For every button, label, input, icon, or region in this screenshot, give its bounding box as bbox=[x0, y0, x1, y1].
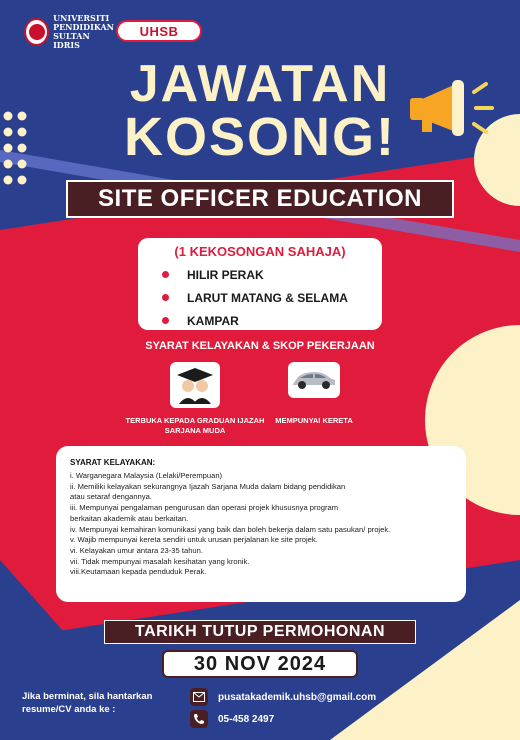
car-icon bbox=[288, 362, 340, 398]
requirement-line: berkaitan akademik atau berkaitan. bbox=[70, 513, 189, 523]
phone-number[interactable]: 05-458 2497 bbox=[218, 713, 275, 725]
requirements-card bbox=[56, 446, 466, 602]
requirement-line: iii. Mempunyai pengalaman pengurusan dan operasi projek khususnya program bbox=[70, 503, 339, 513]
bullet-icon bbox=[162, 294, 169, 301]
uhsb-logo bbox=[116, 16, 202, 46]
email-icon bbox=[190, 688, 208, 706]
phone-icon bbox=[190, 710, 208, 728]
bullet-icon bbox=[162, 271, 169, 278]
list-item bbox=[152, 263, 368, 286]
requirement-line: iv. Mempunyai kemahiran komunikasi yang baik dan boleh bekerja dalam satu pasukan/ projek. bbox=[70, 524, 391, 534]
university-name: UNIVERSITI PENDIDIKAN SULTAN IDRIS bbox=[53, 13, 114, 50]
contact-note: Jika berminat, sila hantarkan resume/CV anda ke : bbox=[22, 691, 153, 715]
closing-label: TARIKH TUTUP PERMOHONAN bbox=[104, 620, 416, 644]
email-contact[interactable] bbox=[190, 688, 376, 706]
university-logo bbox=[24, 12, 114, 52]
email-address[interactable]: pusatakademik.uhsb@gmail.com bbox=[218, 691, 377, 703]
location-label: KAMPAR bbox=[187, 313, 239, 328]
headline-line2: KOSONG! bbox=[123, 107, 396, 167]
requirement-line: i. Warganegara Malaysia (Lelaki/Perempuan) bbox=[70, 471, 223, 480]
requirement-line: vi. Kelayakan umur antara 23-35 tahun. bbox=[70, 545, 203, 555]
headline-line1: JAWATAN bbox=[129, 55, 391, 113]
university-seal-icon bbox=[24, 18, 49, 46]
graduate-caption: TERBUKA KEPADA GRADUAN IJAZAH SARJANA MUDA bbox=[125, 416, 265, 435]
requirement-line: v. Wajib mempunyai kereta sendiri untuk urusan perjalanan ke site projek. bbox=[70, 535, 318, 545]
uhsb-logo-text: UHSB bbox=[139, 23, 179, 39]
car-caption: MEMPUNYAI KERETA bbox=[275, 416, 353, 425]
phone-contact[interactable] bbox=[190, 710, 274, 728]
megaphone-icon bbox=[408, 78, 500, 142]
bullet-icon bbox=[162, 317, 169, 324]
requirement-line: atau setaraf dengannya. bbox=[70, 492, 152, 502]
requirements-heading: SYARAT KELAYAKAN & SKOP PEKERJAAN bbox=[145, 340, 375, 352]
graduate-icon bbox=[170, 362, 220, 408]
vacancy-heading: (1 KEKOSONGAN SAHAJA) bbox=[174, 244, 346, 259]
requirement-line: viii.Keutamaan kepada penduduk Perak. bbox=[70, 567, 207, 577]
list-item bbox=[152, 309, 368, 332]
position-title: SITE OFFICER EDUCATION bbox=[66, 180, 454, 218]
requirement-line: vii. Tidak mempunyai masalah kesihatan yang kronik. bbox=[70, 556, 250, 566]
requirement-line: ii. Memiliki kelayakan sekurangnya Ijazah Sarjana Muda dalam bidang pendidikan bbox=[70, 481, 346, 491]
requirements-card-heading: SYARAT KELAYAKAN: bbox=[70, 458, 156, 467]
vacancy-box bbox=[138, 238, 382, 330]
location-label: LARUT MATANG & SELAMA bbox=[187, 290, 348, 305]
location-label: HILIR PERAK bbox=[187, 267, 264, 282]
closing-date: 30 NOV 2024 bbox=[162, 650, 358, 678]
list-item bbox=[152, 286, 368, 309]
